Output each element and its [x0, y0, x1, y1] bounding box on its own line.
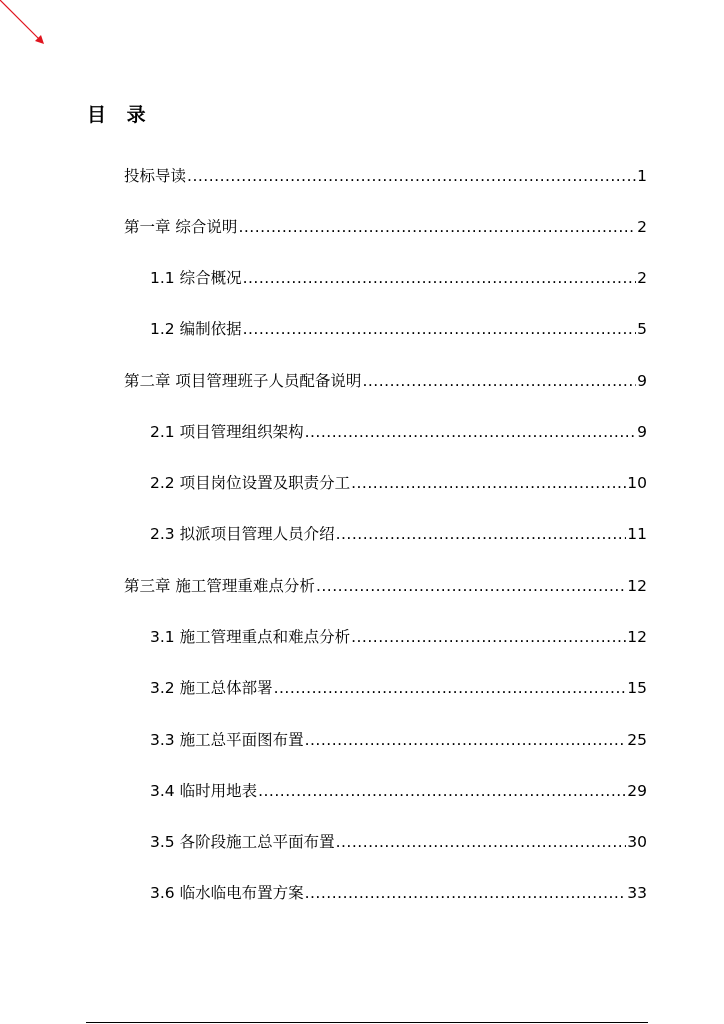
toc-entry-label: 2.3 拟派项目管理人员介绍 [150, 525, 335, 543]
toc-entry-label: 1.2 编制依据 [150, 320, 242, 338]
toc-entry-label: 第三章 施工管理重难点分析 [124, 577, 315, 595]
toc-dot-leader [362, 370, 636, 392]
toc-entry-label: 第二章 项目管理班子人员配备说明 [124, 372, 362, 390]
toc-entry-label: 投标导读 [124, 167, 187, 185]
toc-dot-leader [336, 523, 627, 545]
toc-dot-leader [305, 729, 627, 751]
toc-dot-leader [305, 882, 627, 904]
toc-entry-chapter-1[interactable] [124, 216, 647, 238]
toc-dot-leader [238, 216, 636, 238]
toc-page-number: 1 [637, 167, 647, 185]
toc-page-number: 9 [637, 423, 647, 441]
toc-page-number: 2 [637, 269, 647, 287]
toc-page-number: 12 [627, 628, 647, 646]
toc-entry-section-3-1[interactable] [150, 626, 647, 648]
toc-page-number: 30 [627, 833, 647, 851]
toc-entry-chapter-2[interactable] [124, 370, 647, 392]
toc-page-number: 15 [627, 679, 647, 697]
toc-dot-leader [258, 780, 626, 802]
toc-page-number: 5 [637, 320, 647, 338]
toc-entry-section-2-1[interactable] [150, 421, 647, 443]
toc-page-number: 10 [627, 474, 647, 492]
toc-entry-section-1-1[interactable] [150, 267, 647, 289]
toc-entry-label: 3.6 临水临电布置方案 [150, 884, 304, 902]
toc-page-number: 2 [637, 218, 647, 236]
toc-entry-chapter-3[interactable] [124, 575, 647, 597]
toc-page-number: 12 [627, 577, 647, 595]
toc-entry-section-3-2[interactable] [150, 677, 647, 699]
toc-entry-label: 3.1 施工管理重点和难点分析 [150, 628, 351, 646]
toc-entry-section-3-5[interactable] [150, 831, 647, 853]
toc-entry-label: 第一章 综合说明 [124, 218, 238, 236]
toc-dot-leader [316, 575, 626, 597]
toc-entry-label: 1.1 综合概况 [150, 269, 242, 287]
toc-title: 目 录 [87, 104, 153, 126]
toc-dot-leader [351, 626, 626, 648]
toc-entry-section-2-2[interactable] [150, 472, 647, 494]
toc-entry-label: 3.2 施工总体部署 [150, 679, 273, 697]
toc-entry-preface[interactable] [124, 165, 647, 187]
toc-entry-label: 3.5 各阶段施工总平面布置 [150, 833, 335, 851]
toc-dot-leader [187, 165, 636, 187]
toc-dot-leader [243, 267, 637, 289]
toc-page-number: 9 [637, 372, 647, 390]
toc-entry-label: 2.2 项目岗位设置及职责分工 [150, 474, 351, 492]
toc-entry-label: 3.3 施工总平面图布置 [150, 731, 304, 749]
toc-entry-section-3-3[interactable] [150, 729, 647, 751]
toc-dot-leader [305, 421, 637, 443]
toc-page-number: 25 [627, 731, 647, 749]
toc-entry-section-2-3[interactable] [150, 523, 647, 545]
toc-entry-label: 2.1 项目管理组织架构 [150, 423, 304, 441]
toc-page-number: 11 [627, 525, 647, 543]
toc-entry-label: 3.4 临时用地表 [150, 782, 258, 800]
toc-page-number: 29 [627, 782, 647, 800]
toc-dot-leader [243, 318, 637, 340]
toc-dot-leader [351, 472, 626, 494]
footer-divider [86, 1022, 648, 1023]
toc-dot-leader [274, 677, 627, 699]
toc-page-number: 33 [627, 884, 647, 902]
toc-entry-section-3-6[interactable] [150, 882, 647, 904]
toc-entry-section-1-2[interactable] [150, 318, 647, 340]
toc-entry-section-3-4[interactable] [150, 780, 647, 802]
toc-dot-leader [336, 831, 627, 853]
